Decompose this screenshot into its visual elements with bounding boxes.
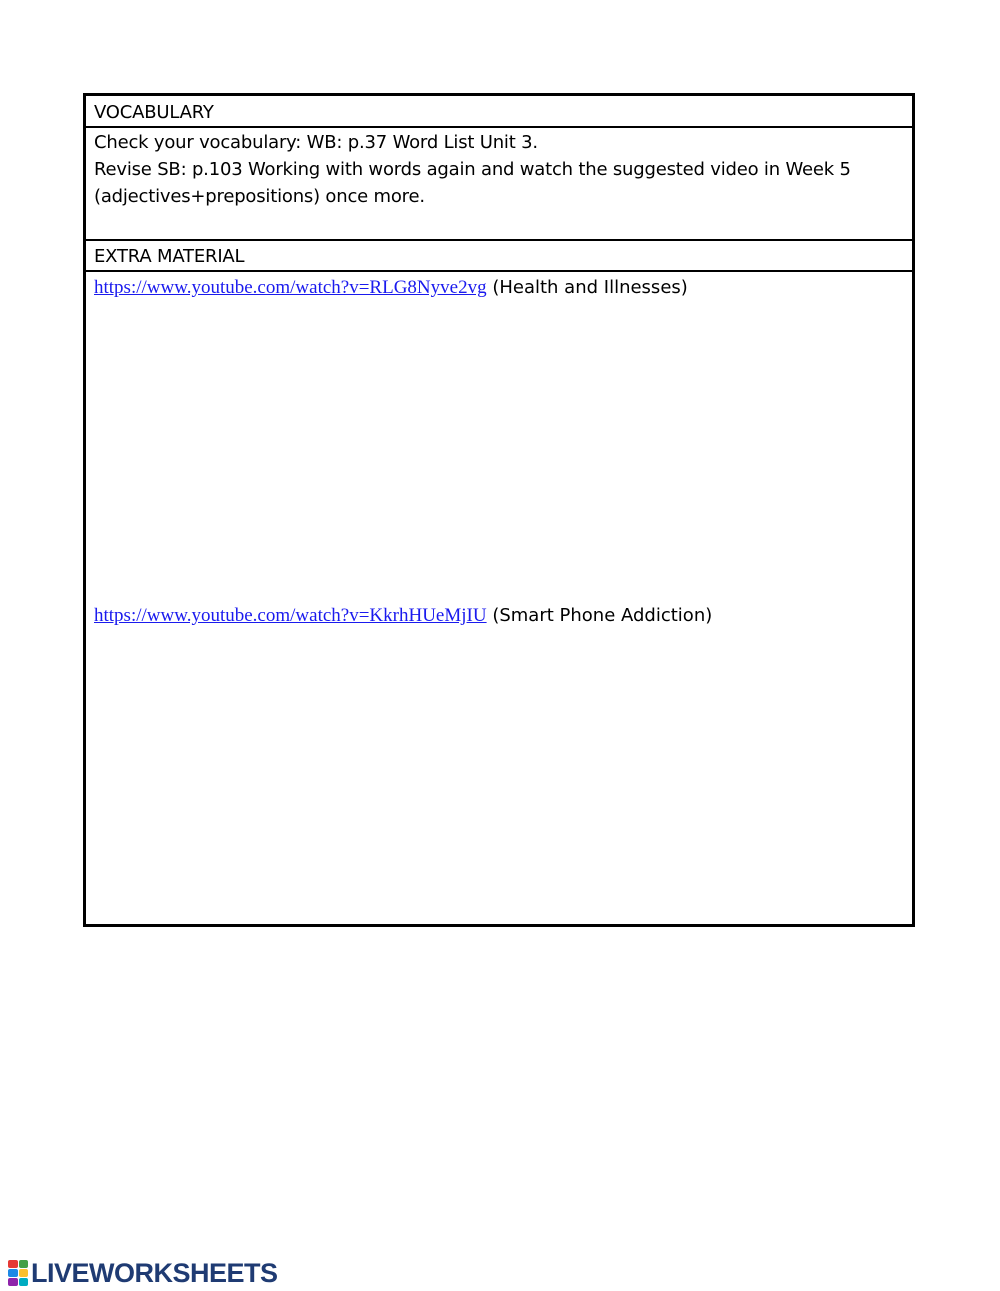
vocabulary-line-3: (adjectives+prepositions) once more. [94,186,425,207]
vocabulary-header-row [86,96,912,128]
vocabulary-content [94,129,904,210]
extra-material-content-row [86,272,912,924]
extra-material-header: EXTRA MATERIAL [94,246,245,267]
logo-blocks-icon [8,1260,28,1286]
worksheet-table [83,93,915,927]
vocabulary-content-row [86,128,912,241]
extra-material-header-row [86,241,912,272]
vocabulary-line-1: Check your vocabulary: WB: p.37 Word List Unit 3. [94,132,538,153]
video-link-item [94,274,904,301]
video-link-description: (Health and Illnesses) [492,277,688,298]
vocabulary-line-2: Revise SB: p.103 Working with words again and watch the suggested video in Week 5 [94,159,851,180]
logo-text: LIVEWORKSHEETS [31,1257,278,1288]
vocabulary-header: VOCABULARY [94,102,214,123]
video-link-health[interactable]: https://www.youtube.com/watch?v=RLG8Nyve2vg [94,277,487,298]
video-link-description: (Smart Phone Addiction) [492,605,713,626]
video-link-smartphone[interactable]: https://www.youtube.com/watch?v=KkrhHUeMjIU [94,605,487,626]
liveworksheets-logo [8,1258,278,1288]
video-link-item [94,602,904,629]
